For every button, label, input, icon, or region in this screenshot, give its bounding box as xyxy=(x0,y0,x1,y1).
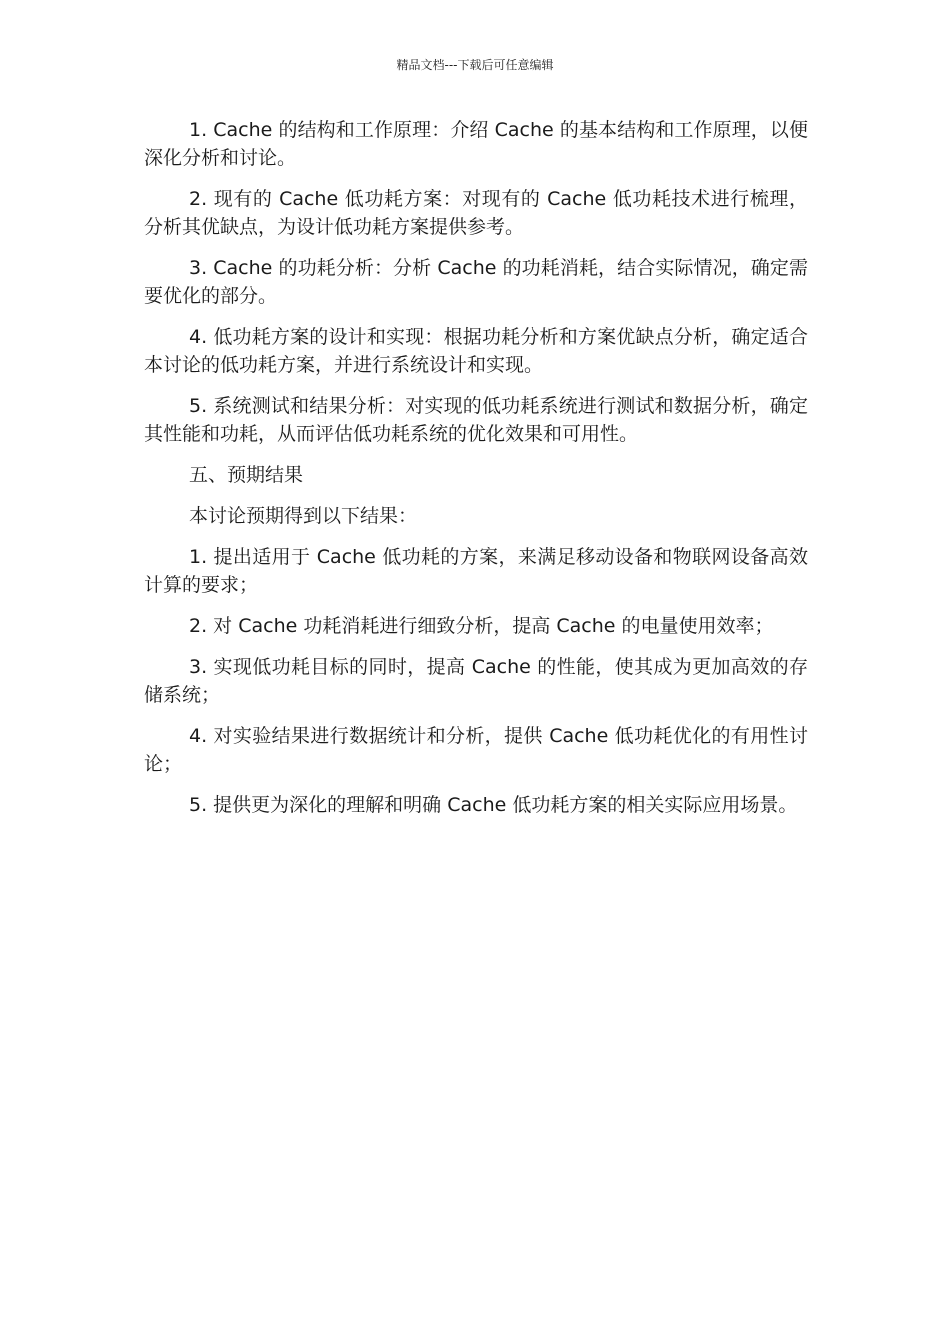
page-header: 精品文档---下载后可任意编辑 xyxy=(396,58,554,72)
paragraph-result-5: 5. 提供更为深化的理解和明确 Cache 低功耗方案的相关实际应用场景。 xyxy=(189,794,798,816)
document-body xyxy=(144,116,808,832)
paragraph-result-1: 1. 提出适用于 Cache 低功耗的方案，来满足移动设备和物联网设备高效计算的要求； xyxy=(144,546,808,596)
paragraph-intro: 本讨论预期得到以下结果： xyxy=(189,505,418,527)
paragraph-result-4: 4. 对实验结果进行数据统计和分析，提供 Cache 低功耗优化的有用性讨论； xyxy=(144,725,808,775)
paragraph-result-3: 3. 实现低功耗目标的同时，提高 Cache 的性能，使其成为更加高效的存储系统； xyxy=(144,656,808,706)
paragraph-result-2: 2. 对 Cache 功耗消耗进行细致分析，提高 Cache 的电量使用效率； xyxy=(189,615,774,637)
paragraph-method-1: 1. Cache 的结构和工作原理：介绍 Cache 的基本结构和工作原理，以便深化分析和讨论。 xyxy=(144,119,808,169)
paragraph-method-4: 4. 低功耗方案的设计和实现：根据功耗分析和方案优缺点分析，确定适合本讨论的低功耗方案，并进行系统设计和实现。 xyxy=(144,326,808,376)
paragraph-method-3: 3. Cache 的功耗分析：分析 Cache 的功耗消耗，结合实际情况，确定需要优化的部分。 xyxy=(144,257,808,307)
section-heading: 五、预期结果 xyxy=(189,464,304,486)
paragraph-method-2: 2. 现有的 Cache 低功耗方案：对现有的 Cache 低功耗技术进行梳理，分析其优缺点，为设计低功耗方案提供参考。 xyxy=(144,188,808,238)
paragraph-method-5: 5. 系统测试和结果分析：对实现的低功耗系统进行测试和数据分析，确定其性能和功耗，从而评估低功耗系统的优化效果和可用性。 xyxy=(144,395,808,445)
